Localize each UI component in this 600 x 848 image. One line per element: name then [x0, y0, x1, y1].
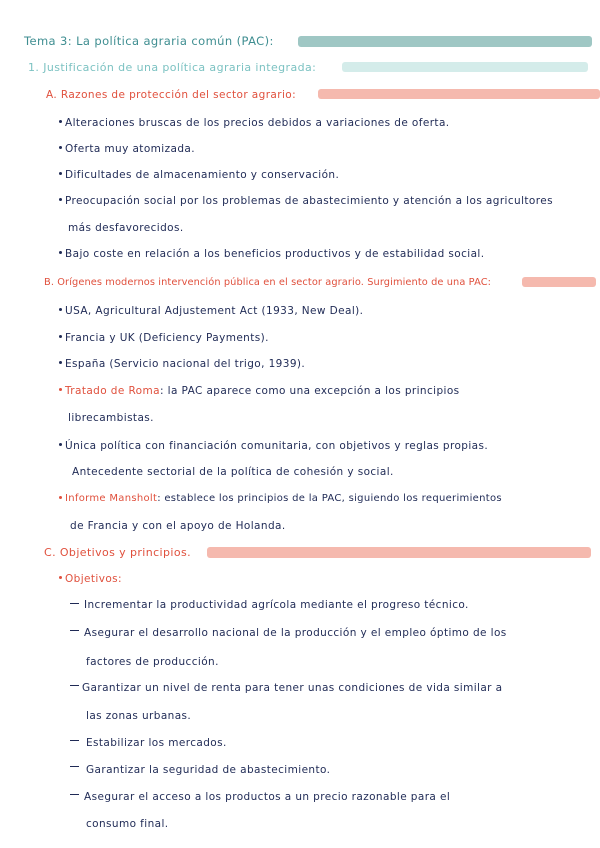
title-highlight-bar — [298, 36, 592, 47]
dash-marker — [70, 630, 79, 631]
bullet — [59, 388, 62, 391]
objective-item-continuation: factores de producción. — [86, 656, 219, 668]
subsection-a-highlight-bar — [318, 89, 600, 99]
objective-item: Incrementar la productividad agrícola mediante el progreso técnico. — [84, 599, 469, 611]
bullet — [59, 120, 62, 123]
informe-mansholt-label: Informe Mansholt — [65, 493, 158, 504]
bullet — [59, 496, 62, 499]
objective-item: Garantizar la seguridad de abastecimiento. — [86, 764, 331, 776]
informe-mansholt-text: : establece los principios de la PAC, siguiendo los requerimientos — [157, 493, 502, 504]
subsection-c-heading: C. Objetivos y principios. — [44, 546, 192, 559]
dash-marker — [70, 766, 79, 767]
list-item-informe-mansholt — [65, 492, 502, 506]
list-item: USA, Agricultural Adjustement Act (1933, New Deal). — [65, 305, 364, 317]
bullet — [59, 172, 62, 175]
list-item: Preocupación social por los problemas de abastecimiento y atención a los agricultores — [65, 195, 553, 207]
bullet — [59, 443, 62, 446]
bullet — [59, 308, 62, 311]
subsection-b-highlight-bar — [522, 277, 596, 287]
bullet — [59, 335, 62, 338]
list-item: Francia y UK (Deficiency Payments). — [65, 332, 269, 344]
bullet — [59, 198, 62, 201]
dash-marker — [70, 740, 79, 741]
list-item: Alteraciones bruscas de los precios debidos a variaciones de oferta. — [65, 117, 450, 129]
tratado-roma-label: Tratado de Roma — [65, 385, 160, 397]
bullet — [59, 576, 62, 579]
subsection-b-heading: B. Orígenes modernos intervención pública en el sector agrario. Surgimiento de una PAC: — [44, 277, 492, 288]
list-item-continuation: Antecedente sectorial de la política de cohesión y social. — [72, 466, 394, 478]
bullet — [59, 146, 62, 149]
tratado-roma-text: : la PAC aparece como una excepción a los principios — [159, 385, 460, 397]
list-item: España (Servicio nacional del trigo, 1939). — [65, 358, 306, 370]
section-1-highlight-bar — [342, 62, 588, 72]
list-item-continuation: más desfavorecidos. — [68, 222, 184, 234]
objective-item: Asegurar el acceso a los productos a un precio razonable para el — [84, 791, 451, 803]
list-item-continuation: librecambistas. — [68, 412, 154, 424]
list-item: Dificultades de almacenamiento y conservación. — [65, 169, 340, 181]
list-item: Bajo coste en relación a los beneficios productivos y de estabilidad social. — [65, 248, 485, 260]
dash-marker — [70, 603, 79, 604]
bullet — [59, 251, 62, 254]
objective-item-continuation: consumo final. — [86, 818, 169, 830]
list-item: Oferta muy atomizada. — [65, 143, 195, 155]
subsection-c-highlight-bar — [207, 547, 591, 558]
list-item: Única política con financiación comunitaria, con objetivos y reglas propias. — [65, 440, 489, 452]
page-title: Tema 3: La política agraria común (PAC): — [24, 34, 274, 48]
objective-item-continuation: las zonas urbanas. — [86, 710, 192, 722]
subsection-a-heading: A. Razones de protección del sector agrario: — [46, 89, 297, 101]
bullet — [59, 361, 62, 364]
list-item-tratado-roma — [65, 384, 460, 398]
objective-item: Estabilizar los mercados. — [86, 737, 227, 749]
dash-marker — [70, 794, 79, 795]
objective-item: Asegurar el desarrollo nacional de la producción y el empleo óptimo de los — [84, 627, 507, 639]
dash-marker — [70, 685, 79, 686]
objetivos-label: Objetivos: — [65, 573, 122, 585]
section-1-heading: 1. Justificación de una política agraria integrada: — [28, 61, 317, 74]
list-item-continuation: de Francia y con el apoyo de Holanda. — [70, 520, 286, 532]
objective-item: Garantizar un nivel de renta para tener unas condiciones de vida similar a — [82, 682, 503, 694]
